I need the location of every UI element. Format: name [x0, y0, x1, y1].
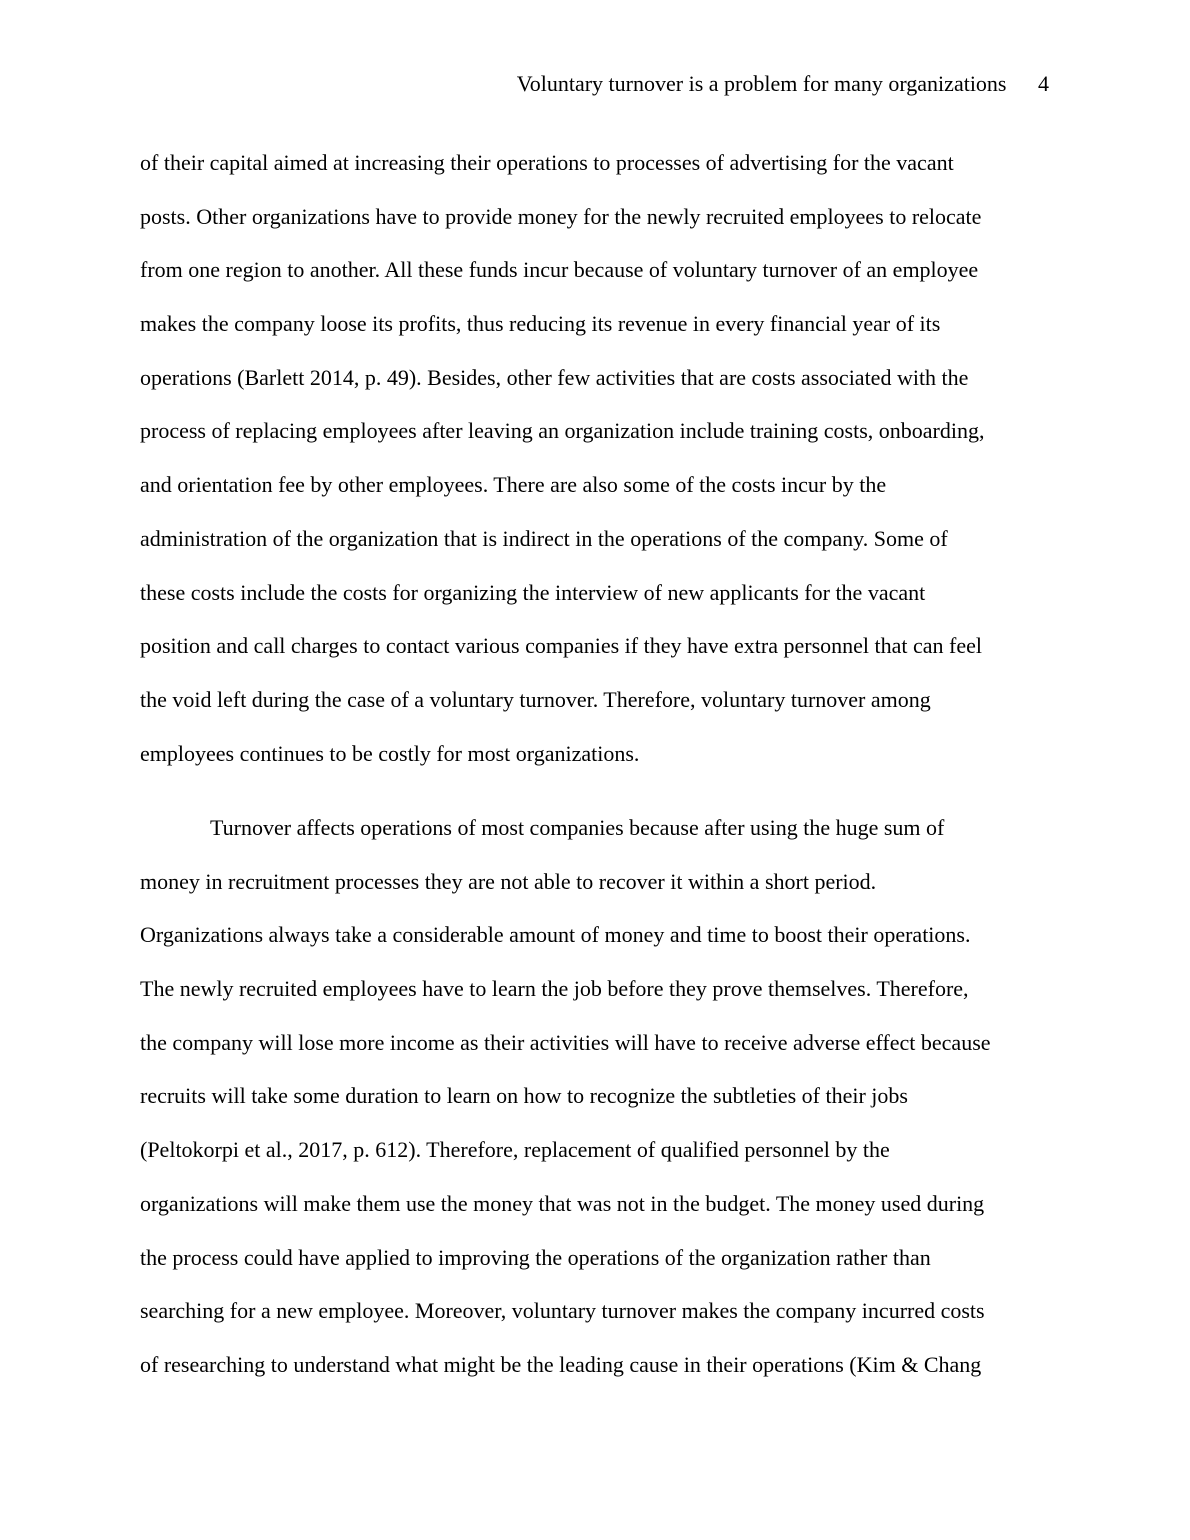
running-head-title: Voluntary turnover is a problem for many organizations — [516, 71, 1007, 96]
text-line: organizations will make them use the money that was not in the budget. The money used during — [140, 1190, 985, 1216]
text-line: from one region to another. All these funds incur because of voluntary turnover of an employee — [140, 257, 979, 283]
text-line: Organizations always take a considerable amount of money and time to boost their operations. — [140, 922, 971, 948]
text-line: operations (Barlett 2014, p. 49). Besides, other few activities that are costs associated with the — [140, 364, 969, 390]
page-number: 4 — [1038, 71, 1049, 96]
body-paragraph-2 — [140, 814, 991, 1405]
body-paragraph-1 — [140, 149, 985, 793]
text-line: posts. Other organizations have to provide money for the newly recruited employees to relocate — [140, 203, 982, 229]
text-line: the company will lose more income as their activities will have to receive adverse effect because — [140, 1029, 991, 1055]
text-line: employees continues to be costly for most organizations. — [140, 740, 640, 766]
text-line: money in recruitment processes they are not able to recover it within a short period. — [140, 868, 877, 894]
text-line: Turnover affects operations of most companies because after using the huge sum of — [210, 815, 945, 840]
text-line: the process could have applied to improving the operations of the organization rather than — [140, 1244, 931, 1270]
text-line: makes the company loose its profits, thus reducing its revenue in every financial year of its — [140, 311, 941, 337]
text-line: these costs include the costs for organizing the interview of new applicants for the vacant — [140, 579, 926, 605]
text-line: position and call charges to contact various companies if they have extra personnel that can feel — [140, 633, 983, 659]
text-line: searching for a new employee. Moreover, voluntary turnover makes the company incurred costs — [140, 1298, 985, 1324]
text-line: recruits will take some duration to learn on how to recognize the subtleties of their jobs — [140, 1083, 908, 1109]
text-line: of their capital aimed at increasing their operations to processes of advertising for the vacant — [140, 150, 954, 175]
text-line: the void left during the case of a voluntary turnover. Therefore, voluntary turnover among — [140, 686, 931, 712]
text-line: administration of the organization that is indirect in the operations of the company. Some of — [140, 525, 948, 551]
text-line: (Peltokorpi et al., 2017, p. 612). Therefore, replacement of qualified personnel by the — [140, 1137, 890, 1163]
text-line: process of replacing employees after leaving an organization include training costs, onboarding, — [140, 418, 985, 444]
text-line: and orientation fee by other employees. There are also some of the costs incur by the — [140, 472, 887, 498]
text-line: of researching to understand what might be the leading cause in their operations (Kim & Chang — [140, 1351, 982, 1377]
text-line: The newly recruited employees have to learn the job before they prove themselves. Therefore, — [140, 976, 969, 1002]
running-head — [517, 70, 1049, 98]
